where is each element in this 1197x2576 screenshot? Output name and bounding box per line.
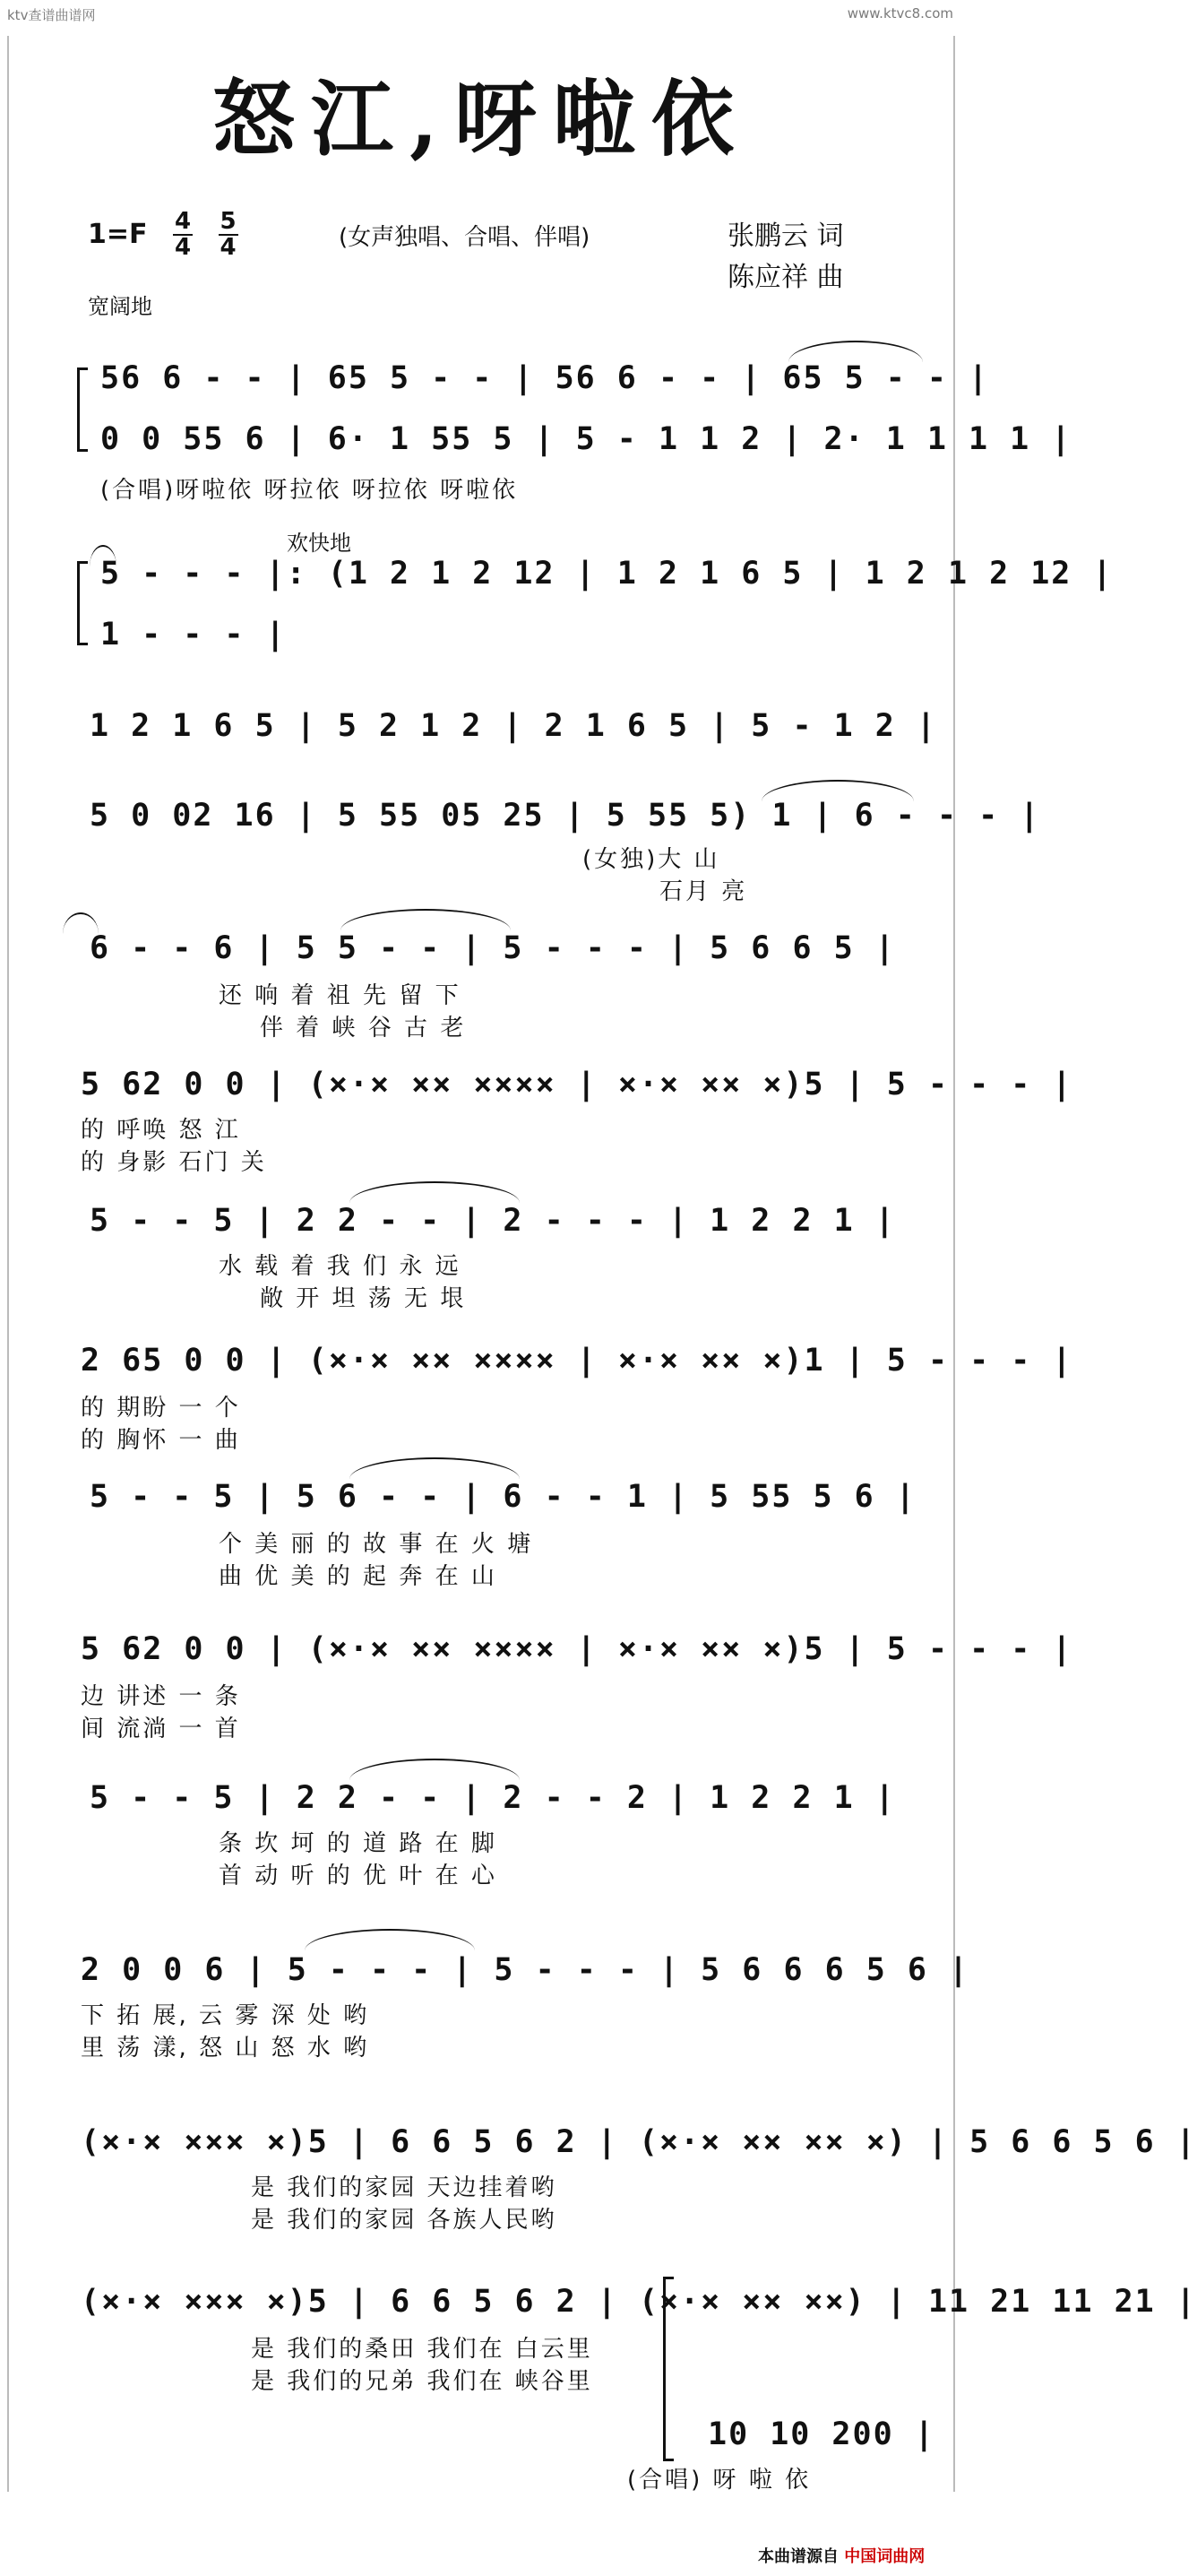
score-line-12: 5 62 0 0 | (×·× ×× ×××× | ×·× ×× ×)5 | 5 - - - |	[81, 1631, 1073, 1667]
time-signature-2	[219, 210, 238, 261]
lyric-line: (女独)大 山	[582, 846, 720, 873]
left-border	[7, 36, 9, 2492]
lyric-line: 石月 亮	[659, 878, 748, 905]
lyric-line: 条 坎 坷 的 道 路 在 脚	[219, 1830, 497, 1857]
score-line-17: 10 10 200 |	[708, 2416, 935, 2452]
tie-slur	[762, 780, 914, 801]
tie-slur	[349, 1759, 520, 1780]
lyric-line: 的 胸怀 一 曲	[81, 1427, 241, 1454]
score-line-3: 5 - - - |: (1 2 1 2 12 | 1 2 1 6 5 | 1 2 1 2 12 |	[100, 556, 1114, 592]
lyric-line: (合唱)呀啦依 呀拉依 呀拉依 呀啦依	[100, 477, 519, 504]
lyric-line: 是 我们的家园 天边挂着哟	[251, 2174, 557, 2201]
lyric-line: 是 我们的兄弟 我们在 峡谷里	[251, 2368, 593, 2395]
score-line-15: (×·× ××× ×)5 | 6 6 5 6 2 | (×·× ×× ×× ×) | 5 6 6 5 6 |	[81, 2124, 1197, 2160]
time-signature-1	[173, 210, 193, 261]
tempo-marking-2: 欢快地	[287, 531, 351, 556]
lyric-line: 间 流淌 一 首	[81, 1716, 241, 1742]
tie-slur	[349, 1181, 520, 1203]
performance-note: (女声独唱、合唱、伴唱)	[339, 224, 590, 251]
score-line-16: (×·× ××× ×)5 | 6 6 5 6 2 | (×·× ×× ××) | 11 21 11 21 |	[81, 2284, 1197, 2320]
tie-slur	[340, 909, 511, 930]
tempo-marking-1: 宽阔地	[88, 294, 152, 319]
lyric-line: 边 讲述 一 条	[81, 1683, 241, 1710]
score-line-14: 2 0 0 6 | 5 - - - | 5 - - - | 5 6 6 6 5 6 |	[81, 1952, 970, 1988]
lyric-line: (合唱) 呀 啦 依	[627, 2467, 812, 2494]
lyric-line: 下 拓 展, 云 雾 深 处 哟	[81, 2002, 370, 2029]
time-sig-2-num: 5	[220, 208, 237, 235]
score-line-6: 5 0 02 16 | 5 55 05 25 | 5 55 5) 1 | 6 - - - |	[90, 798, 1041, 834]
time-sig-2-den: 4	[220, 234, 237, 262]
footer-brand-link[interactable]: 中国词曲网	[844, 2547, 926, 2566]
lyric-line: 还 响 着 祖 先 留 下	[219, 982, 461, 1009]
footer-source	[758, 2544, 925, 2567]
watermark-left: ktv查谱曲谱网	[7, 7, 96, 23]
lyric-line: 的 期盼 一 个	[81, 1395, 241, 1422]
key-value: 1=F	[88, 218, 148, 250]
lyric-line: 首 动 听 的 优 叶 在 心	[219, 1863, 497, 1889]
lyric-line: 个 美 丽 的 故 事 在 火 塘	[219, 1531, 534, 1558]
score-line-8: 5 62 0 0 | (×·× ×× ×××× | ×·× ×× ×)5 | 5 - - - |	[81, 1067, 1073, 1102]
score-line-5: 1 2 1 6 5 | 5 2 1 2 | 2 1 6 5 | 5 - 1 2 |	[90, 708, 937, 744]
score-line-11: 5 - - 5 | 5 6 - - | 6 - - 1 | 5 55 5 6 |	[90, 1479, 917, 1515]
time-sig-1-den: 4	[174, 234, 192, 262]
system-bracket	[77, 561, 88, 645]
lyric-line: 是 我们的家园 各族人民哟	[251, 2207, 557, 2234]
score-line-2: 0 0 55 6 | 6· 1 55 5 | 5 - 1 1 2 | 2· 1 1 1 1 |	[100, 421, 1072, 457]
tie-slur	[349, 1457, 520, 1479]
tie-slur	[305, 1929, 475, 1950]
lyric-line: 里 荡 漾, 怒 山 怒 水 哟	[81, 2035, 370, 2062]
score-line-7: 6 - - 6 | 5 5 - - | 5 - - - | 5 6 6 5 |	[90, 930, 896, 966]
tie-slur	[788, 341, 923, 362]
right-border	[953, 36, 955, 2492]
watermark-right: www.ktvc8.com	[847, 5, 953, 22]
lyric-line: 水 载 着 我 们 永 远	[219, 1253, 461, 1280]
score-line-1: 56 6 - - | 65 5 - - | 56 6 - - | 65 5 - - |	[100, 360, 990, 396]
score-line-10: 2 65 0 0 | (×·× ×× ×××× | ×·× ×× ×)1 | 5 - - - |	[81, 1343, 1073, 1379]
footer-label: 本曲谱源自	[758, 2547, 839, 2566]
score-line-4: 1 - - - |	[100, 617, 287, 653]
key-signature	[88, 210, 238, 261]
lyric-line: 是 我们的桑田 我们在 白云里	[251, 2336, 593, 2363]
system-bracket	[77, 367, 88, 452]
time-sig-1-num: 4	[174, 208, 192, 235]
lyric-line: 敞 开 坦 荡 无 垠	[260, 1285, 467, 1312]
lyric-line: 伴 着 峡 谷 古 老	[260, 1015, 467, 1042]
tie-slur	[63, 912, 99, 934]
lyric-line: 的 呼唤 怒 江	[81, 1117, 241, 1144]
lyric-line: 曲 优 美 的 起 奔 在 山	[219, 1563, 497, 1590]
song-title: 怒江,呀啦依	[211, 71, 751, 168]
score-line-13: 5 - - 5 | 2 2 - - | 2 - - 2 | 1 2 2 1 |	[90, 1780, 896, 1816]
composer: 陈应祥 曲	[728, 262, 844, 293]
system-bracket	[663, 2277, 674, 2461]
lyricist: 张鹏云 词	[728, 220, 844, 252]
score-line-9: 5 - - 5 | 2 2 - - | 2 - - - | 1 2 2 1 |	[90, 1203, 896, 1239]
lyric-line: 的 身影 石门 关	[81, 1149, 267, 1176]
